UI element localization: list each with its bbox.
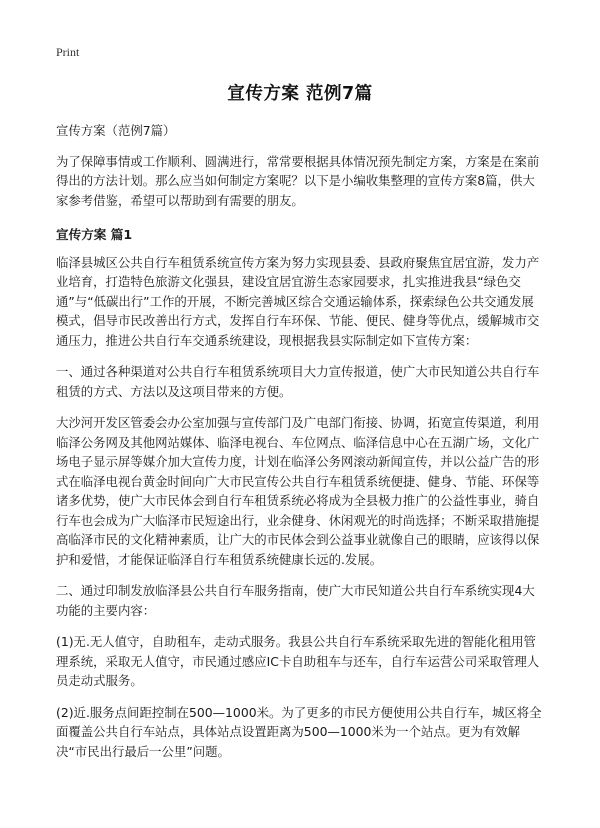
document-subtitle: 宣传方案（范例7篇）: [56, 123, 176, 138]
section-heading: 宣传方案 篇1: [56, 227, 133, 242]
page-title: 宣传方案 范例7篇: [227, 84, 373, 104]
paragraph-6: (2)近.服务点间距控制在500—1000米。为了更多的市民方便使用公共自行车，城区将全面覆盖公共自行车站点，具体站点设置距离为500—1000米为一个站点。更为有效解决“市民出行最后一公里”问题。: [56, 704, 542, 759]
document-body: [56, 121, 546, 773]
paragraph-2: 一、通过各种渠道对公共自行车租赁系统项目大力宣传报道，使广大市民知道公共自行车租赁的方式、方法以及这项目带来的方便。: [56, 364, 540, 399]
paragraph-5: (1)无.无人值守，自助租车，走动式服务。我县公共自行车系统采取先进的智能化租用管理系统，采取无人值守，市民通过感应IC卡自助租车与还车，自行车运营公司采取管理人员走动式服务。: [56, 634, 540, 688]
print-label: Print: [56, 45, 80, 59]
paragraph-3: 大沙河开发区管委会办公室加强与宣传部门及广电部门衔接、协调，拓宽宣传渠道，利用临泽公务网及其他网站媒体、临泽电视台、车位网点、临泽信息中心在五湖广场，文化广场电子显示屏等媒介加大宣传力度，计划在临泽公务网滚动新闻宣传，并以公益广告的形式在临泽电视台黄金时间向广大市民宣传公共自行车租赁系统便捷、健身、节能、环保等诸多优势，使广大市民体会到自行车租赁系统必将成为全县极力推广的公益性事业，骑自行车也会成为广大临泽市民短途出行，业余健身、休闲观光的时尚选择；不断采取措施提高临泽市民的文化精神素质，让广大的市民体会到公益事业就像自己的眼睛，应该得以保护和爱惜，才能保证临泽自行车租赁系统健康长远的.发展。: [56, 415, 540, 567]
paragraph-1: 临泽县城区公共自行车租赁系统宣传方案为努力实现县委、县政府聚焦宜居宜游，发力产业培育，打造特色旅游文化强县，建设宜居宜游生态家园要求，扎实推进我县“绿色交通”与“低碳出行”工作的开展，不断完善城区综合交通运输体系，探索绿色公共交通发展模式，倡导市民改善出行方式，发挥自行车环保、节能、便民、健身等优点，缓解城市交通压力，推进公共自行车交通系统建设，现根据我县实际制定如下宣传方案：: [56, 254, 540, 348]
paragraph-4: 二、通过印制发放临泽县公共自行车服务指南，使广大市民知道公共自行车系统实现4大功能的主要内容：: [56, 583, 535, 618]
intro-paragraph: 为了保障事情或工作顺利、圆满进行，常常要根据具体情况预先制定方案，方案是在案前得出的方法计划。那么应当如何制定方案呢？以下是小编收集整理的宣传方案8篇，供大家参考借鉴，希望可以帮助到有需要的朋友。: [56, 153, 540, 208]
